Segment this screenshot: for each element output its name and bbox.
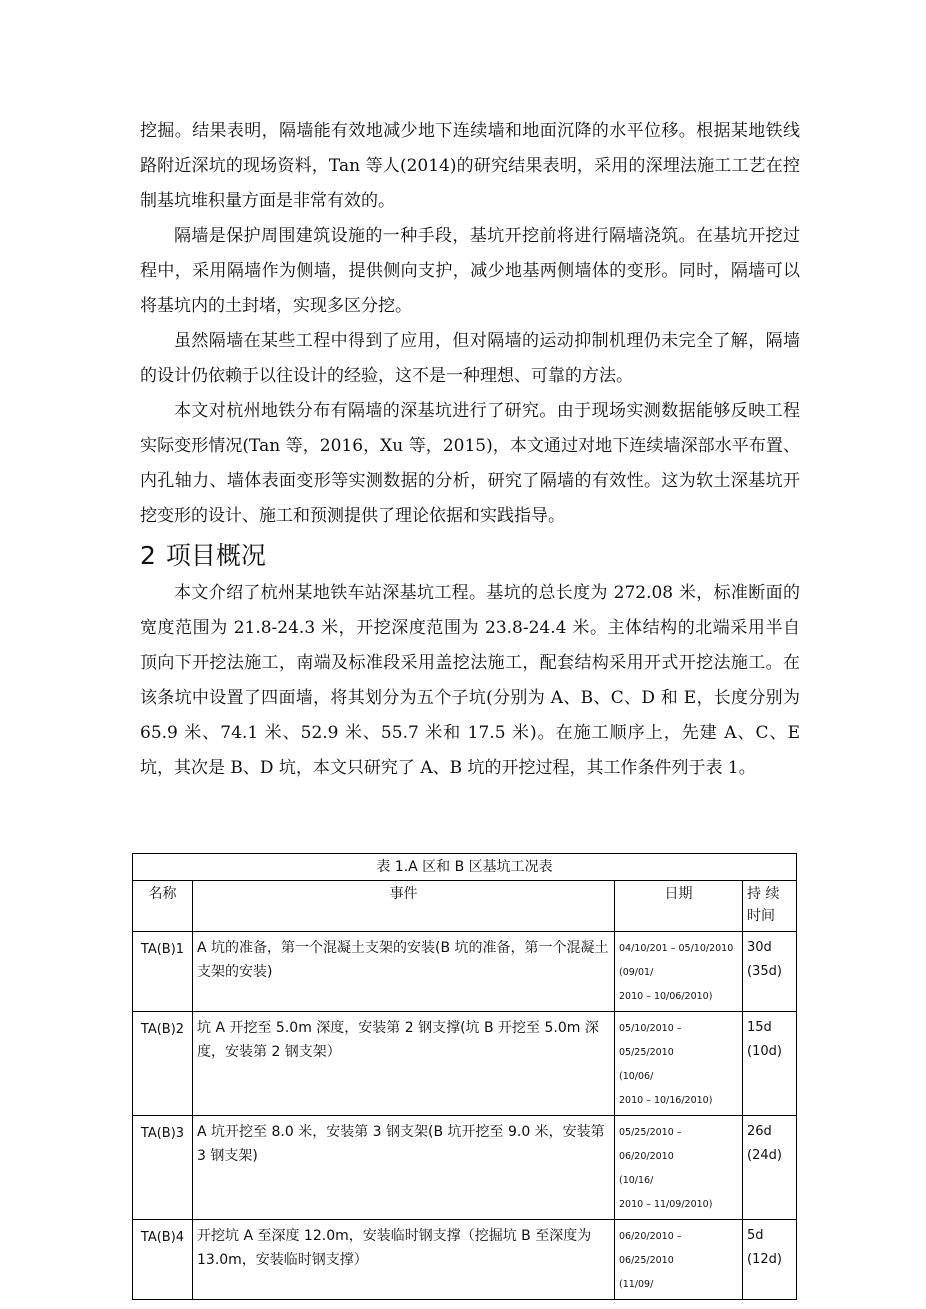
- paragraph-2: 隔墙是保护周围建筑设施的一种手段，基坑开挖前将进行隔墙浇筑。在基坑开挖过程中，采用隔墙作为侧墙，提供侧向支护，减少地基两侧墙体的变形。同时，隔墙可以将基坑内的土封堵，实现多区分挖。: [140, 226, 800, 316]
- table-row: [133, 1116, 797, 1220]
- duration-line: 30d: [747, 940, 772, 955]
- table-row: [133, 1220, 797, 1300]
- duration-line: (35d): [747, 964, 782, 979]
- row-date: [615, 1116, 743, 1220]
- date-line: 05/10/2010 – 05/25/2010: [619, 1023, 682, 1058]
- row-duration: [743, 1220, 797, 1300]
- section-paragraph: 本文介绍了杭州某地铁车站深基坑工程。基坑的总长度为 272.08 米，标准断面的宽度范围为 21.8-24.3 米，开挖深度范围为 23.8-24.4 米。主体结构的北端采用半自顶向下开挖法施工，南端及标准段采用盖挖法施工，配套结构采用开式开挖法施工。在该条坑中设置了四面墙，将其划分为五个子坑(分别为 A、B、C、D 和 E，长度分别为 65.9 米、74.1 米、52.9 米、55.7 米和 17.5 米)。在施工顺序上，先建 A、C、E 坑，其次是 B、D 坑，本文只研究了 A、B 坑的开挖过程，其工作条件列于表 1。: [140, 583, 800, 778]
- duration-line: (12d): [747, 1252, 782, 1267]
- duration-line: 26d: [747, 1124, 772, 1139]
- date-line: (10/16/: [619, 1175, 654, 1186]
- row-duration: [743, 932, 797, 1012]
- date-line: 2010 – 11/09/2010): [619, 1199, 713, 1210]
- conditions-table: [132, 853, 797, 1300]
- date-line: (09/01/: [619, 967, 654, 978]
- row-date: [615, 932, 743, 1012]
- section-title: 项目概况: [165, 541, 266, 570]
- row-name: TA(B)2: [133, 1012, 193, 1116]
- row-event: A 坑开挖至 8.0 米，安装第 3 钢支架(B 坑开挖至 9.0 米，安装第 3 钢支架): [193, 1116, 615, 1220]
- row-event: 坑 A 开挖至 5.0m 深度，安装第 2 钢支撑(坑 B 开挖至 5.0m 深度，安装第 2 钢支架）: [193, 1012, 615, 1116]
- table-caption: 表 1.A 区和 B 区基坑工况表: [133, 854, 797, 881]
- date-line: 05/25/2010 – 06/20/2010: [619, 1127, 682, 1162]
- header-duration: 持 续 时间: [743, 881, 797, 932]
- duration-line: (24d): [747, 1148, 782, 1163]
- table-row: [133, 932, 797, 1012]
- header-name: 名称: [133, 881, 193, 932]
- duration-line: (10d): [747, 1044, 782, 1059]
- duration-line: 15d: [747, 1020, 772, 1035]
- row-duration: [743, 1116, 797, 1220]
- date-line: 06/20/2010 – 06/25/2010: [619, 1231, 682, 1266]
- row-event: 开挖坑 A 至深度 12.0m，安装临时钢支撑（挖掘坑 B 至深度为 13.0m，安装临时钢支撑）: [193, 1220, 615, 1300]
- header-date: 日期: [615, 881, 743, 932]
- row-date: [615, 1220, 743, 1300]
- table-row: [133, 1012, 797, 1116]
- paragraph-1: 挖掘。结果表明，隔墙能有效地减少地下连续墙和地面沉降的水平位移。根据某地铁线路附近深坑的现场资料，Tan 等人(2014)的研究结果表明，采用的深埋法施工工艺在控制基坑堆积量方面是非常有效的。: [140, 121, 800, 211]
- date-line: 2010 – 10/06/2010): [619, 991, 713, 1002]
- paragraph-4: 本文对杭州地铁分布有隔墙的深基坑进行了研究。由于现场实测数据能够反映工程实际变形情况(Tan 等，2016，Xu 等，2015)，本文通过对地下连续墙深部水平布置、内孔轴力、墙体表面变形等实测数据的分析，研究了隔墙的有效性。这为软土深基坑开挖变形的设计、施工和预测提供了理论依据和实践指导。: [140, 401, 800, 526]
- date-line: (11/09/: [619, 1279, 654, 1290]
- duration-line: 5d: [747, 1228, 764, 1243]
- date-line: 2010 – 10/16/2010): [619, 1095, 713, 1106]
- row-date: [615, 1012, 743, 1116]
- row-event: A 坑的准备，第一个混凝土支架的安装(B 坑的准备，第一个混凝土支架的安装): [193, 932, 615, 1012]
- date-line: 04/10/201 – 05/10/2010: [619, 943, 734, 954]
- paragraph-3: 虽然隔墙在某些工程中得到了应用，但对隔墙的运动抑制机理仍未完全了解，隔墙的设计仍依赖于以往设计的经验，这不是一种理想、可靠的方法。: [140, 331, 800, 386]
- row-duration: [743, 1012, 797, 1116]
- row-name: TA(B)1: [133, 932, 193, 1012]
- row-name: TA(B)4: [133, 1220, 193, 1300]
- header-event: 事件: [193, 881, 615, 932]
- date-line: (10/06/: [619, 1071, 654, 1082]
- section-heading: [140, 536, 800, 576]
- section-number: 2: [140, 541, 156, 570]
- document-body: [140, 114, 800, 786]
- row-name: TA(B)3: [133, 1116, 193, 1220]
